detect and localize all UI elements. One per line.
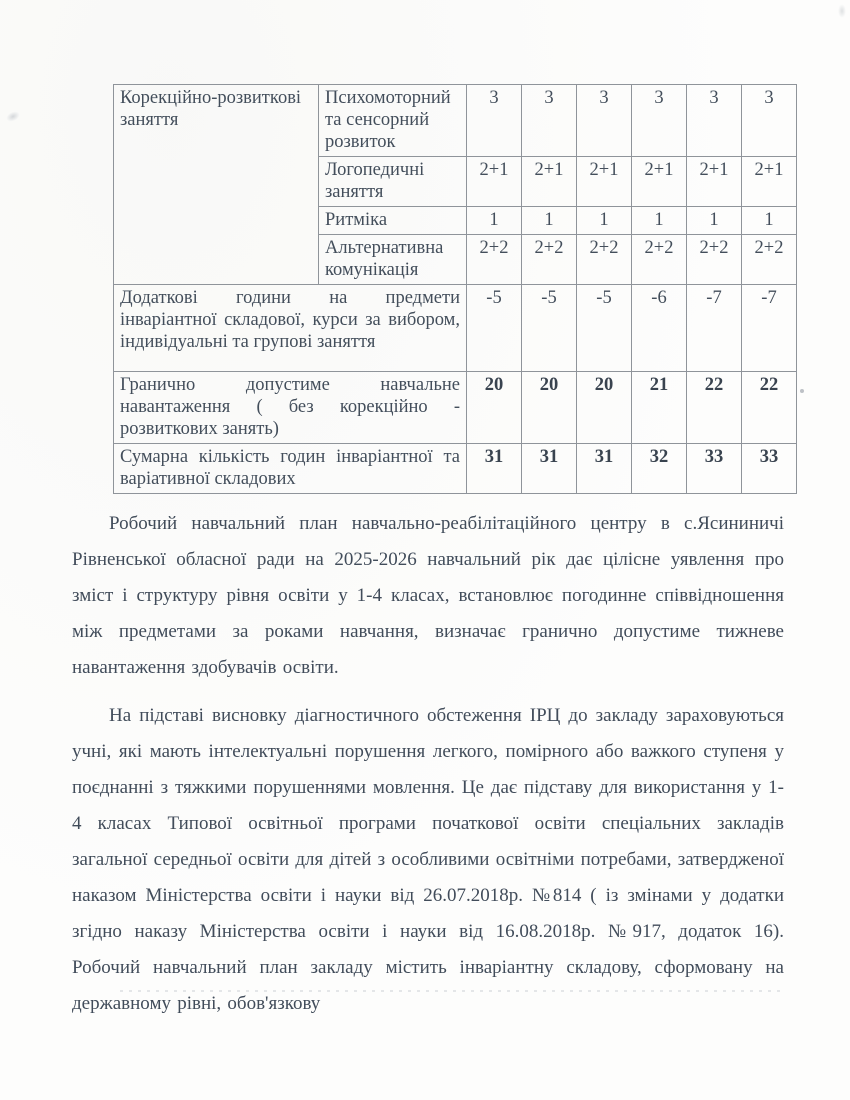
paragraph-working-plan: Робочий навчальний план навчально-реабілітаційного центру в с.Ясининичі Рівненської обласної ради на 2025-2026 навчальний рік дає цілісне уявлення про зміст і структуру рівня освіти у 1-4 класах, встановлює погодинне співвідношення між предметами за роками навчання, визначає гранично допустиме тижневе навантаження здобувачів освіти.	[72, 513, 784, 678]
table-row-total-hours	[114, 444, 797, 494]
cell-value: 3	[522, 85, 577, 157]
cell-value: -7	[742, 285, 797, 372]
cell-value: 22	[742, 372, 797, 444]
cell-value: -5	[522, 285, 577, 372]
cell-value: 31	[577, 444, 632, 494]
cell-value: 20	[577, 372, 632, 444]
scan-artifact	[838, 4, 846, 18]
cell-value: 2+2	[577, 235, 632, 285]
cell-value: 2+2	[632, 235, 687, 285]
cell-value: 32	[632, 444, 687, 494]
cell-value: -5	[467, 285, 522, 372]
curriculum-table	[113, 84, 797, 494]
cell-value: 3	[742, 85, 797, 157]
row-group-label: Корекційно-розвиткові заняття	[114, 85, 319, 285]
row-label: Сумарна кількість годин інваріантної та варіативної складових	[114, 444, 467, 494]
cell-value: 3	[577, 85, 632, 157]
cell-value: 2+1	[467, 157, 522, 207]
row-label: Ритміка	[319, 207, 467, 235]
cell-value: -5	[577, 285, 632, 372]
cell-value: 2+2	[742, 235, 797, 285]
cell-value: 2+1	[742, 157, 797, 207]
paragraph-enrollment-basis: На підставі висновку діагностичного обстеження ІРЦ до закладу зараховуються учні, які мають інтелектуальні порушення легкого, помірного або важкого ступеня у поєднанні з тяжкими порушеннями мовлення. Це дає підставу для використання у 1-4 класах Типової освітньої програми початкової освіти спеціальних закладів загальної середньої освіти для дітей з особливими освітніми потребами, затвердженої наказом Міністерства освіти і науки від 26.07.2018р. №814 ( із змінами у додатки згідно наказу Міністерства освіти і науки від 16.08.2018р. №917, додаток 16). Робочий навчальний план закладу містить інваріантну складову, сформовану на державному рівні, обов'язкову	[72, 705, 784, 1014]
table-row-additional-hours	[114, 285, 797, 372]
cell-value: 2+1	[632, 157, 687, 207]
curriculum-table-wrap	[113, 84, 796, 494]
cell-value: 2+2	[522, 235, 577, 285]
cell-value: 1	[577, 207, 632, 235]
cell-value: 2+2	[467, 235, 522, 285]
cell-value: 20	[467, 372, 522, 444]
cell-value: 3	[467, 85, 522, 157]
cell-value: 1	[687, 207, 742, 235]
cell-value: 33	[687, 444, 742, 494]
cell-value: 2+1	[522, 157, 577, 207]
cell-value: 1	[522, 207, 577, 235]
cell-value: 31	[522, 444, 577, 494]
cell-value: 3	[687, 85, 742, 157]
cell-value: -6	[632, 285, 687, 372]
table-row-psychomotor	[114, 85, 797, 157]
cell-value: 1	[632, 207, 687, 235]
cell-value: 1	[742, 207, 797, 235]
document-body	[72, 506, 784, 1034]
cell-value: -7	[687, 285, 742, 372]
cell-value: 31	[467, 444, 522, 494]
cell-value: 21	[632, 372, 687, 444]
cell-value: 33	[742, 444, 797, 494]
cell-value: 2+2	[687, 235, 742, 285]
cell-value: 20	[522, 372, 577, 444]
row-label: Додаткові години на предмети інваріантної складової, курси за вибором, індивідуальні та групові заняття	[114, 285, 467, 372]
row-label: Альтернативна комунікація	[319, 235, 467, 285]
scan-artifact	[800, 389, 804, 393]
table-row-max-load	[114, 372, 797, 444]
cell-value: 2+1	[687, 157, 742, 207]
row-label: Гранично допустиме навчальне навантаження ( без корекційно - розвиткових занять)	[114, 372, 467, 444]
row-label: Психомоторний та сенсорний розвиток	[319, 85, 467, 157]
cell-value: 3	[632, 85, 687, 157]
scan-artifact	[5, 109, 21, 123]
cell-value: 2+1	[577, 157, 632, 207]
cell-value: 1	[467, 207, 522, 235]
row-label: Логопедичні заняття	[319, 157, 467, 207]
cell-value: 22	[687, 372, 742, 444]
